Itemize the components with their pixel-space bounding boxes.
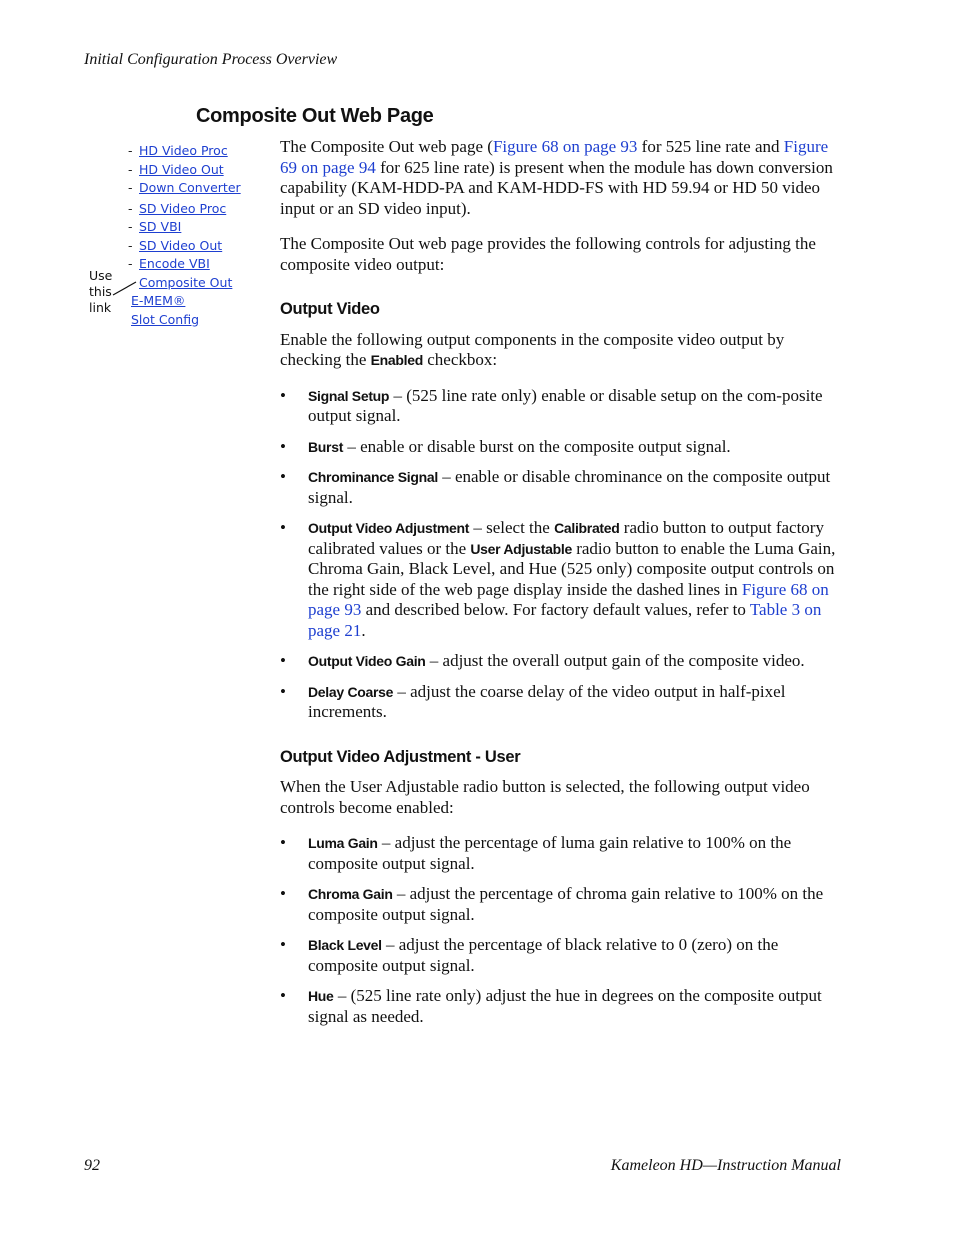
user-adjust-list (280, 833, 845, 1027)
nav-item-encode-vbi: - Encode VBI (128, 256, 210, 271)
user-adjust-intro: When the User Adjustable radio button is selected, the following output video controls become enabled: (280, 777, 810, 817)
nav-item-sd-vbi: - SD VBI (128, 219, 182, 234)
link-sd-video-out[interactable]: SD Video Out (139, 237, 223, 253)
list-item: • Luma Gain – adjust the percentage of luma gain relative to 100% on the composite output signal. (280, 833, 792, 873)
section-title: Composite Out Web Page (196, 105, 434, 127)
running-header: Initial Configuration Process Overview (84, 51, 338, 68)
link-composite-out[interactable]: Composite Out (139, 274, 233, 290)
nav-item-down-converter: - Down Converter (128, 180, 241, 195)
link-down-converter[interactable]: Down Converter (139, 180, 241, 195)
table-3-link[interactable]: Table 3 on page 21 (308, 600, 822, 640)
link-slot-config[interactable]: Slot Config (131, 311, 200, 327)
nav-item-e-mem (131, 292, 258, 311)
list-item: • Black Level – adjust the percentage of black relative to 0 (zero) on the composite output signal. (280, 935, 779, 975)
link-encode-vbi[interactable]: Encode VBI (139, 256, 210, 271)
main-content (280, 137, 845, 1037)
link-hd-video-out[interactable]: HD Video Out (139, 161, 224, 177)
link-sd-video-proc[interactable]: SD Video Proc (139, 200, 227, 216)
list-item: • Output Video Adjustment – select the Calibrated radio button to output factory calibrated values or the User Adjustable radio button to enable the Luma Gain, Chroma Gain, Black Level, and Hue (525 only) composite output controls on the right side of the web page display inside the dashed lines in Figure 68 on page 93 and described below. For factory default values, refer to Table 3 on page 21. (280, 518, 836, 640)
output-video-list (280, 386, 845, 723)
list-item: • Burst – enable or disable burst on the composite output signal. (280, 436, 731, 456)
use-this-link-note: Use this link (89, 268, 113, 315)
list-item: • Chrominance Signal – enable or disable chrominance on the composite output signal. (280, 467, 831, 507)
nav-item-sd-video-out: - SD Video Out (128, 237, 223, 253)
nav-item-composite-out (128, 274, 258, 293)
list-item: • Output Video Gain – adjust the overall output gain of the composite video. (280, 651, 805, 670)
list-item: • Delay Coarse – adjust the coarse delay of the video output in half-pixel increments. (280, 681, 786, 721)
intro-paragraph-1: The Composite Out web page (Figure 68 on page 93 for 525 line rate and Figure 69 on page 94 for 625 line rate) is present when the module has down conversion capability (KAM-HDD-PA and KAM-HDD-FS with HD 59.94 or HD 50 video input or an SD video input). (280, 137, 833, 218)
list-item: • Chroma Gain – adjust the percentage of chroma gain relative to 100% on the composite output signal. (280, 884, 824, 924)
list-item: • Hue – (525 line rate only) adjust the hue in degrees on the composite output signal as needed. (280, 986, 822, 1026)
list-item: • Signal Setup – (525 line rate only) enable or disable setup on the com-posite output signal. (280, 385, 823, 425)
link-e-mem[interactable]: E-MEM® (131, 293, 186, 308)
figure-69-link[interactable]: Figure 69 on page 94 (280, 137, 829, 177)
web-page-link-list (128, 142, 258, 329)
user-adjust-heading: Output Video Adjustment - User (280, 747, 521, 766)
output-video-heading: Output Video (280, 300, 380, 318)
nav-item-slot-config (131, 311, 258, 330)
intro-paragraph-2: The Composite Out web page provides the following controls for adjusting the composite video output: (280, 234, 816, 274)
link-sd-vbi[interactable]: SD VBI (139, 219, 182, 234)
figure-68-link[interactable]: Figure 68 on page 93 (308, 579, 829, 619)
page-number: 92 (84, 1157, 100, 1174)
nav-item-sd-video-proc: - SD Video Proc (128, 200, 227, 216)
figure-68-link[interactable]: Figure 68 on page 93 (492, 137, 638, 156)
link-hd-video-proc[interactable]: HD Video Proc (139, 143, 228, 158)
pointer-line-icon (112, 278, 138, 296)
output-video-intro: Enable the following output components in the composite video output by checking the Enabled checkbox: (280, 329, 785, 369)
manual-title: Kameleon HD—Instruction Manual (610, 1157, 841, 1174)
nav-item-hd-video-proc: - HD Video Proc (128, 143, 228, 158)
nav-item-hd-video-out: - HD Video Out (128, 161, 224, 177)
